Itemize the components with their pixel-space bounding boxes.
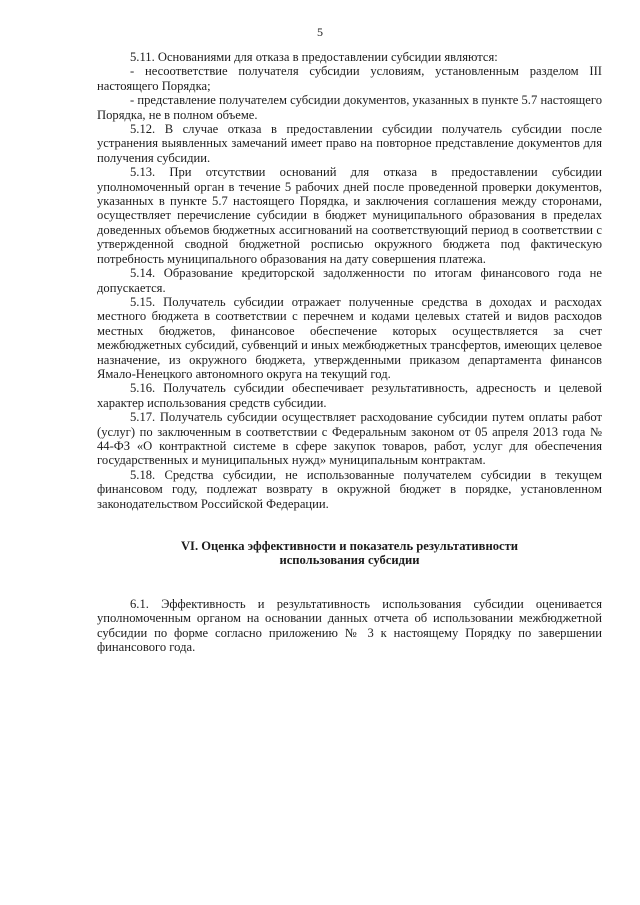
paragraph-p-5-14: 5.14. Образование кредиторской задолженности по итогам финансового года не допускается. (97, 266, 602, 295)
page-content (97, 50, 602, 654)
paragraph-p-5-11-b: - представление получателем субсидии документов, указанных в пункте 5.7 настоящего Порядка, не в полном объеме. (97, 93, 602, 122)
paragraph-p-5-16: 5.16. Получатель субсидии обеспечивает результативность, адресность и целевой характер использования средств субсидии. (97, 381, 602, 410)
paragraph-p-5-11-a: - несоответствие получателя субсидии условиям, установленным разделом III настоящего Порядка; (97, 64, 602, 93)
paragraph-p-6-1: 6.1. Эффективность и результативность использования субсидии оценивается уполномоченным органом на основании данных отчета об использовании межбюджетной субсидии по форме согласно приложению № 3 к настоящему Порядку по завершении финансового года. (97, 596, 602, 655)
section-title (97, 539, 602, 568)
paragraphs-before-section (97, 50, 602, 511)
section-title-line-2: использования субсидии (279, 553, 420, 568)
paragraph-p-5-18: 5.18. Средства субсидии, не использованные получателем субсидии в текущем финансовом году, подлежат возврату в окружной бюджет в порядке, установленном законодательством Российской Федерации. (97, 467, 602, 511)
paragraph-p-5-12: 5.12. В случае отказа в предоставлении субсидии получатель субсидии после устранения выявленных замечаний имеет право на повторное представление документов для получения субсидии. (97, 122, 602, 165)
paragraph-p-5-11: 5.11. Основаниями для отказа в предоставлении субсидии являются: (130, 50, 498, 64)
paragraph-p-5-13: 5.13. При отсутствии оснований для отказа в предоставлении субсидии уполномоченный орган в течение 5 рабочих дней после проведенной проверки документов, указанных в пункте 5.7 настоящего Порядка, и заключения соглашения между сторонами, осуществляет перечисление субсидии в бюджет муниципального образования в пределах доведенных объемов бюджетных ассигнований на соответствующий период в соответствии с утвержденной сводной бюджетной росписью окружного бюджета под фактическую потребность муниципального образования на дату совершения платежа. (97, 165, 602, 266)
section-title-line-1: VI. Оценка эффективности и показатель результативности (180, 539, 519, 553)
page-number: 5 (317, 25, 323, 39)
paragraph-p-5-17: 5.17. Получатель субсидии осуществляет расходование субсидии путем оплаты работ (услуг) по заключенным в соответствии с Федеральным законом от 05 апреля 2013 года № 44-ФЗ «О контрактной системе в сфере закупок товаров, работ, услуг для обеспечения государственных и муниципальных нужд» муниципальным контрактам. (97, 410, 602, 468)
paragraph-p-5-15: 5.15. Получатель субсидии отражает полученные средства в доходах и расходах местного бюджета в соответствии с перечнем и кодами целевых статей и видов расходов местных бюджетов, финансовое обеспечение которых осуществляется за счет межбюджетных субсидий, субвенций и иных межбюджетных трансфертов, имеющих целевое назначение, из окружного бюджета, утвержденными приказом департамента финансов Ямало-Ненецкого автономного округа на текущий год. (97, 294, 602, 381)
paragraphs-after-section (97, 597, 602, 655)
